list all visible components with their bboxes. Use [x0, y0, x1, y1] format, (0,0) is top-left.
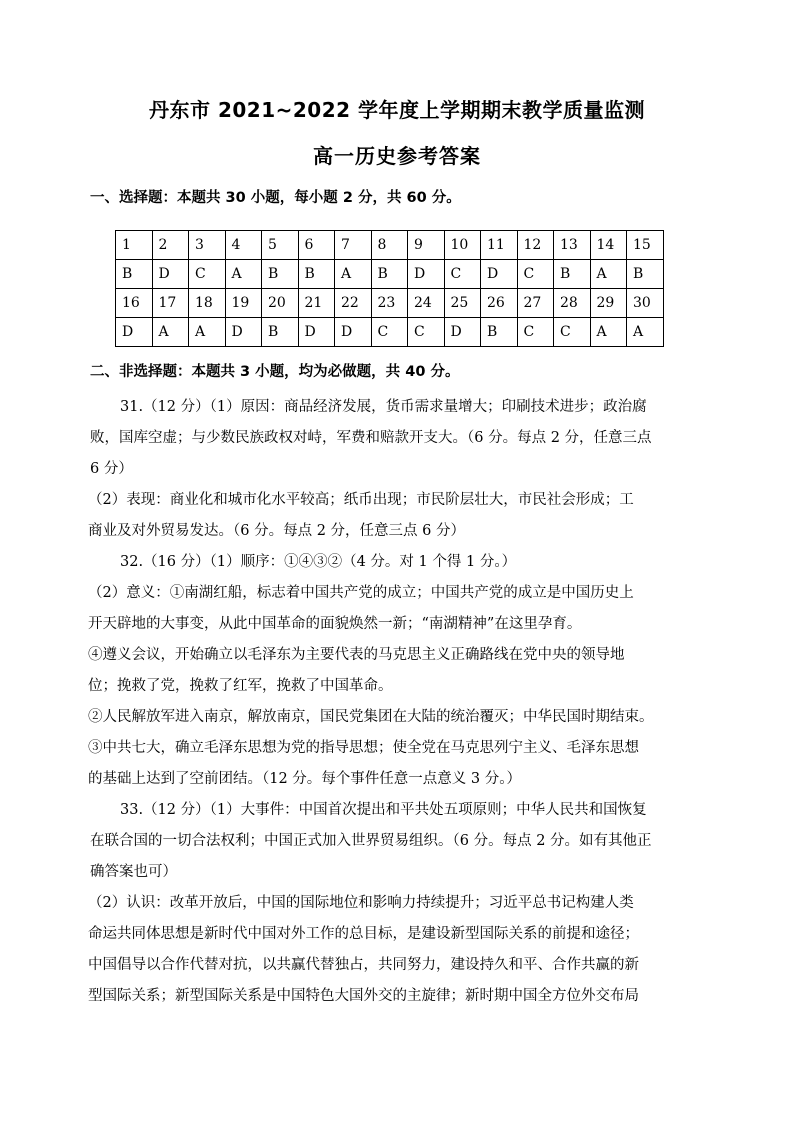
table-cell: 14 [590, 231, 627, 260]
table-cell: C [371, 318, 408, 347]
table-cell: 3 [189, 231, 226, 260]
table-cell: 16 [116, 289, 153, 318]
table-cell: C [517, 260, 554, 289]
text-line: 命运共同体思想是新时代中国对外工作的总目标，是建设新型国际关系的前提和途径； [88, 926, 639, 942]
table-cell: B [627, 260, 664, 289]
answer-table [115, 230, 664, 347]
section-open-questions-heading: 二、非选择题：本题共 3 小题，均为必做题，共 40 分。 [90, 364, 460, 380]
table-cell: C [554, 318, 591, 347]
text-line: 6 分） [90, 461, 133, 477]
table-cell: 11 [481, 231, 518, 260]
table-cell: D [444, 318, 481, 347]
table-cell: A [225, 260, 262, 289]
table-cell: 4 [225, 231, 262, 260]
table-cell: D [152, 260, 189, 289]
table-cell: 19 [225, 289, 262, 318]
text-line: （2）认识：改革开放后，中国的国际地位和影响力持续提升；习近平总书记构建人类 [88, 895, 634, 911]
table-cell: 9 [408, 231, 445, 260]
question-31-part-1 [90, 392, 710, 485]
table-cell: 22 [335, 289, 372, 318]
question-32-part-2 [88, 578, 708, 795]
text-line: 中国倡导以合作代替对抗，以共赢代替独占，共同努力，建设持久和平、合作共赢的新 [88, 957, 639, 973]
table-cell: D [335, 318, 372, 347]
table-cell: 24 [408, 289, 445, 318]
section-multiple-choice-heading: 一、选择题：本题共 30 小题，每小题 2 分，共 60 分。 [90, 190, 461, 206]
table-cell: 18 [189, 289, 226, 318]
text-line: 在联合国的一切合法权利；中国正式加入世界贸易组织。（6 分。每点 2 分。如有其他正 [90, 833, 652, 849]
table-cell: 23 [371, 289, 408, 318]
table-cell: 21 [298, 289, 335, 318]
table-cell: A [152, 318, 189, 347]
table-cell: 1 [116, 231, 153, 260]
text-line: 33.（12 分）（1）大事件：中国首次提出和平共处五项原则；中华人民共和国恢复 [120, 802, 647, 818]
table-cell: B [371, 260, 408, 289]
table-row-answers-2 [116, 318, 664, 347]
table-cell: C [517, 318, 554, 347]
table-cell: 13 [554, 231, 591, 260]
table-cell: B [262, 260, 299, 289]
text-line: 位；挽救了党，挽救了红军，挽救了中国革命。 [88, 678, 393, 694]
page-subtitle: 高一历史参考答案 [313, 144, 481, 168]
table-cell: A [627, 318, 664, 347]
table-cell: B [298, 260, 335, 289]
table-cell: C [408, 318, 445, 347]
table-cell: D [481, 260, 518, 289]
table-cell: 28 [554, 289, 591, 318]
table-cell: 2 [152, 231, 189, 260]
table-cell: D [225, 318, 262, 347]
question-33-part-1 [90, 795, 710, 888]
question-31-part-2 [88, 485, 708, 547]
question-33-part-2 [88, 888, 708, 1012]
table-cell: D [298, 318, 335, 347]
text-line: 的基础上达到了空前团结。（12 分。每个事件任意一点意义 3 分。） [88, 771, 522, 787]
table-cell: 6 [298, 231, 335, 260]
text-line: （2）表现：商业化和城市化水平较高；纸币出现；市民阶层壮大，市民社会形成；工 [88, 492, 634, 508]
table-cell: 17 [152, 289, 189, 318]
table-row-answers-1 [116, 260, 664, 289]
text-line: 败，国库空虚；与少数民族政权对峙，军费和赔款开支大。（6 分。每点 2 分，任意三点 [90, 430, 652, 446]
text-line: ④遵义会议，开始确立以毛泽东为主要代表的马克思主义正确路线在党中央的领导地 [88, 647, 625, 663]
table-cell: D [408, 260, 445, 289]
table-cell: 7 [335, 231, 372, 260]
text-line: 商业及对外贸易发达。（6 分。每点 2 分，任意三点 6 分） [88, 523, 465, 539]
table-row-numbers-1 [116, 231, 664, 260]
table-cell: 25 [444, 289, 481, 318]
table-cell: 12 [517, 231, 554, 260]
table-cell: 8 [371, 231, 408, 260]
text-line: 开天辟地的大事变，从此中国革命的面貌焕然一新；“南湖精神”在这里孕育。 [88, 616, 582, 632]
text-line: ②人民解放军进入南京，解放南京，国民党集团在大陆的统治覆灭；中华民国时期结束。 [88, 709, 654, 725]
table-cell: 10 [444, 231, 481, 260]
table-cell: A [189, 318, 226, 347]
table-cell: B [481, 318, 518, 347]
table-cell: 26 [481, 289, 518, 318]
table-cell: A [335, 260, 372, 289]
table-cell: C [444, 260, 481, 289]
text-line: 32.（16 分）（1）顺序：①④③②（4 分。对 1 个得 1 分。） [120, 554, 517, 570]
text-line: 确答案也可） [90, 864, 177, 880]
text-line: 31.（12 分）（1）原因：商品经济发展，货币需求量增大；印刷技术进步；政治腐 [120, 399, 647, 415]
text-line: ③中共七大，确立毛泽东思想为党的指导思想；使全党在马克思列宁主义、毛泽东思想 [88, 740, 639, 756]
table-cell: 15 [627, 231, 664, 260]
table-cell: B [116, 260, 153, 289]
table-cell: 20 [262, 289, 299, 318]
table-cell: A [590, 318, 627, 347]
table-cell: 29 [590, 289, 627, 318]
table-cell: B [554, 260, 591, 289]
table-cell: B [262, 318, 299, 347]
text-line: 型国际关系；新型国际关系是中国特色大国外交的主旋律；新时期中国全方位外交布局 [88, 988, 639, 1004]
table-cell: C [189, 260, 226, 289]
table-cell: A [590, 260, 627, 289]
table-cell: 30 [627, 289, 664, 318]
text-line: （2）意义：①南湖红船，标志着中国共产党的成立；中国共产党的成立是中国历史上 [88, 585, 634, 601]
page-title: 丹东市 2021~2022 学年度上学期期末教学质量监测 [148, 98, 645, 122]
table-row-numbers-2 [116, 289, 664, 318]
question-32-part-1 [90, 547, 710, 578]
table-cell: 5 [262, 231, 299, 260]
table-cell: 27 [517, 289, 554, 318]
table-cell: D [116, 318, 153, 347]
